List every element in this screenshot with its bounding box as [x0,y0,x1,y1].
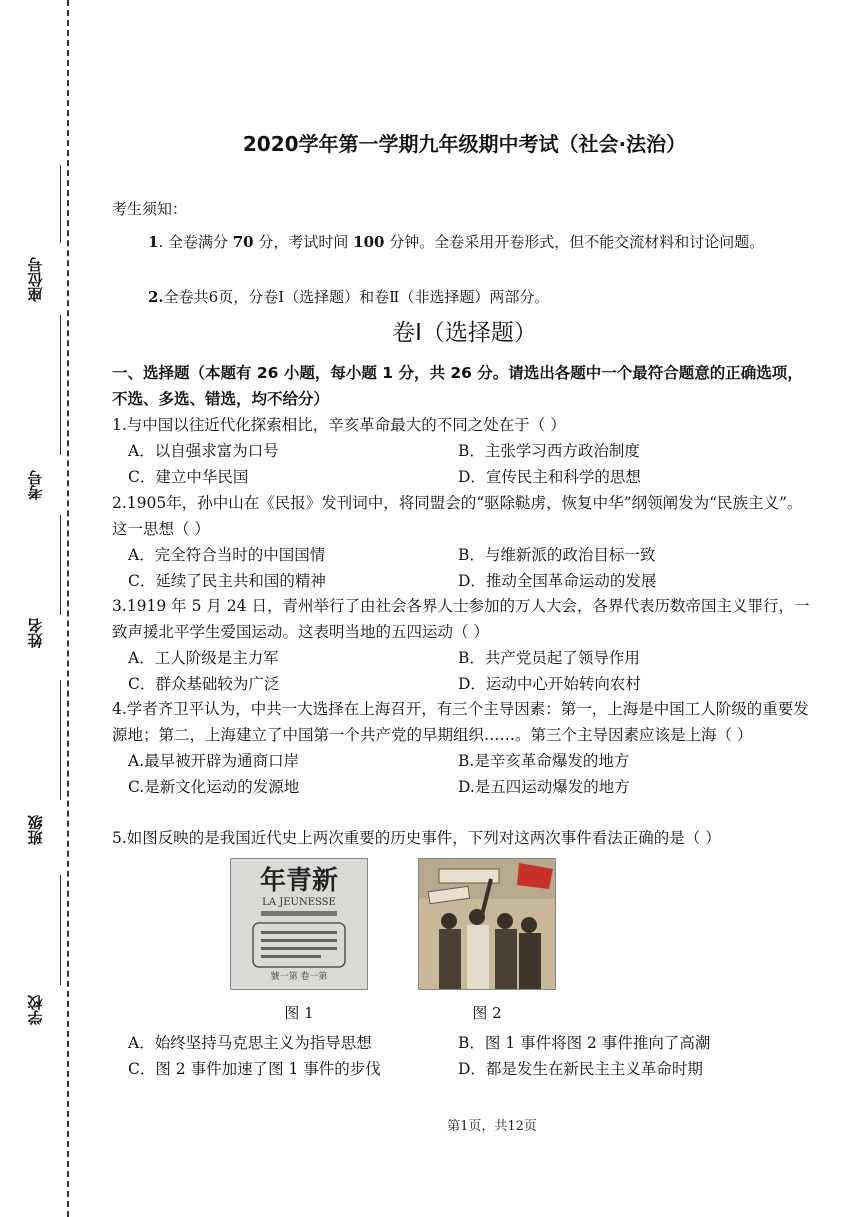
exam-title: 2020学年第一学期九年级期中考试（社会·法治） [242,132,687,156]
q1-option-d: D．宣传民主和科学的思想 [458,468,641,486]
notice-2-number: 2. [148,288,164,306]
question-4 [112,696,817,800]
notice-1-text-a: . 全卷满分 [158,233,233,251]
question-3-options [112,645,817,697]
q3-option-b: B．共产党员起了领导作用 [458,649,640,667]
q5-option-a: A．始终坚持马克思主义为指导思想 [128,1034,372,1052]
binding-dashed-line [67,0,69,1217]
figure-2-caption: 图 2 [472,1004,502,1022]
class-underline [60,875,61,985]
q5-option-d: D．都是发生在新民主主义革命时期 [458,1060,703,1078]
q4-option-c: C.是新文化运动的发源地 [128,778,300,796]
notice-2-text: 全卷共6页，分卷Ⅰ（选择题）和卷Ⅱ（非选择题）两部分。 [163,288,550,306]
q2-option-b: B．与维新派的政治目标一致 [458,546,656,564]
seat-label: 座位号 [26,257,45,303]
school-label: 学校 [26,995,45,1025]
fig1-masthead: 年青新 [259,866,339,896]
notice-item-1 [112,228,792,257]
question-1-options [112,438,817,490]
q5-option-b: B．图 1 事件将图 2 事件推向了高潮 [458,1034,711,1052]
la-jeunesse-cover-icon [231,859,367,989]
question-5-options-block [112,1030,817,1082]
q2-option-d: D．推动全国革命运动的发展 [458,572,657,590]
q5-option-c: C．图 2 事件加速了图 1 事件的步伐 [128,1060,381,1078]
question-5-options [112,1030,817,1082]
page-footer: 第1页，共12页 [447,1119,537,1134]
fig1-subtitle: LA JEUNESSE [262,897,336,908]
exam-id-label: 考号 [26,470,45,500]
q4-option-d: D.是五四运动爆发的地方 [458,778,630,796]
figure-2 [418,858,556,1022]
fig1-issue-line: 號一第 卷一第 [270,972,328,982]
class-label: 班级 [26,815,45,845]
notice-1-number: 1 [148,233,159,251]
question-2 [112,490,817,594]
question-2-stem: 2.1905年，孙中山在《民报》发刊词中，将同盟会的“驱除鞑虏，恢复中华”纲领阐发为“民族主义”。这一思想（ ） [112,494,803,538]
q1-option-a: A．以自强求富为口号 [128,442,279,460]
notice-1-score: 70 [232,233,254,251]
figure-1 [230,858,368,1022]
figure-1-image [230,858,368,990]
name-underline [60,680,61,800]
q1-option-c: C．建立中华民国 [128,468,249,486]
question-3-stem: 3.1919 年 5 月 24 日，青州举行了由社会各界人士参加的万人大会，各界代表历数帝国主义罪行，一致声援北平学生爱国运动。这表明当地的五四运动（ ） [112,597,810,641]
q2-option-c: C．延续了民主共和国的精神 [128,572,326,590]
q3-option-c: C．群众基础较为广泛 [128,675,280,693]
notice-1-minutes: 100 [353,233,385,251]
q2-option-a: A．完全符合当时的中国国情 [128,546,326,564]
question-5-stem: 5.如图反映的是我国近代史上两次重要的历史事件，下列对这两次事件看法正确的是（ ） [112,829,721,847]
question-5 [112,825,817,851]
q3-option-d: D．运动中心开始转向农村 [458,675,641,693]
figure-1-caption: 图 1 [284,1004,314,1022]
figure-2-image [418,858,556,990]
question-5-figures [230,858,590,1028]
seat-underline-2 [60,315,61,395]
question-2-options [112,542,817,594]
exam-id-underline-2 [60,515,61,615]
seat-underline [60,165,61,243]
q3-option-a: A．工人阶级是主力军 [128,649,279,667]
q4-option-a: A.最早被开辟为通商口岸 [128,752,300,770]
notice-heading: 考生须知： [112,200,188,218]
protest-crowd-icon [419,859,555,989]
notice-item-2 [112,284,792,310]
question-1-stem: 1.与中国以往近代化探索相比，辛亥革命最大的不同之处在于（ ） [112,416,566,434]
question-4-options [112,748,817,800]
name-label: 姓名 [26,618,45,648]
question-4-stem: 4.学者齐卫平认为，中共一大选择在上海召开，有三个主导因素：第一，上海是中国工人阶级的重要发源地；第二，上海建立了中国第一个共产党的早期组织……。第三个主导因素应该是上海（ ） [112,700,809,744]
section-heading: 一、选择题（本题有 26 小题，每小题 1 分，共 26 分。请选出各题中一个最符合题意的正确选项，不选、多选、错选，均不给分） [112,364,803,408]
question-1 [112,412,817,490]
notice-1-text-c: 分，考试时间 [253,233,354,251]
question-3 [112,593,817,697]
q1-option-b: B．主张学习西方政治制度 [458,442,640,460]
notice-1-text-e: 分钟。全卷采用开卷形式，但不能交流材料和讨论问题。 [384,233,765,251]
exam-id-underline [60,395,61,455]
part-title: 卷Ⅰ（选择题） [392,320,537,346]
q4-option-b: B.是辛亥革命爆发的地方 [458,752,630,770]
